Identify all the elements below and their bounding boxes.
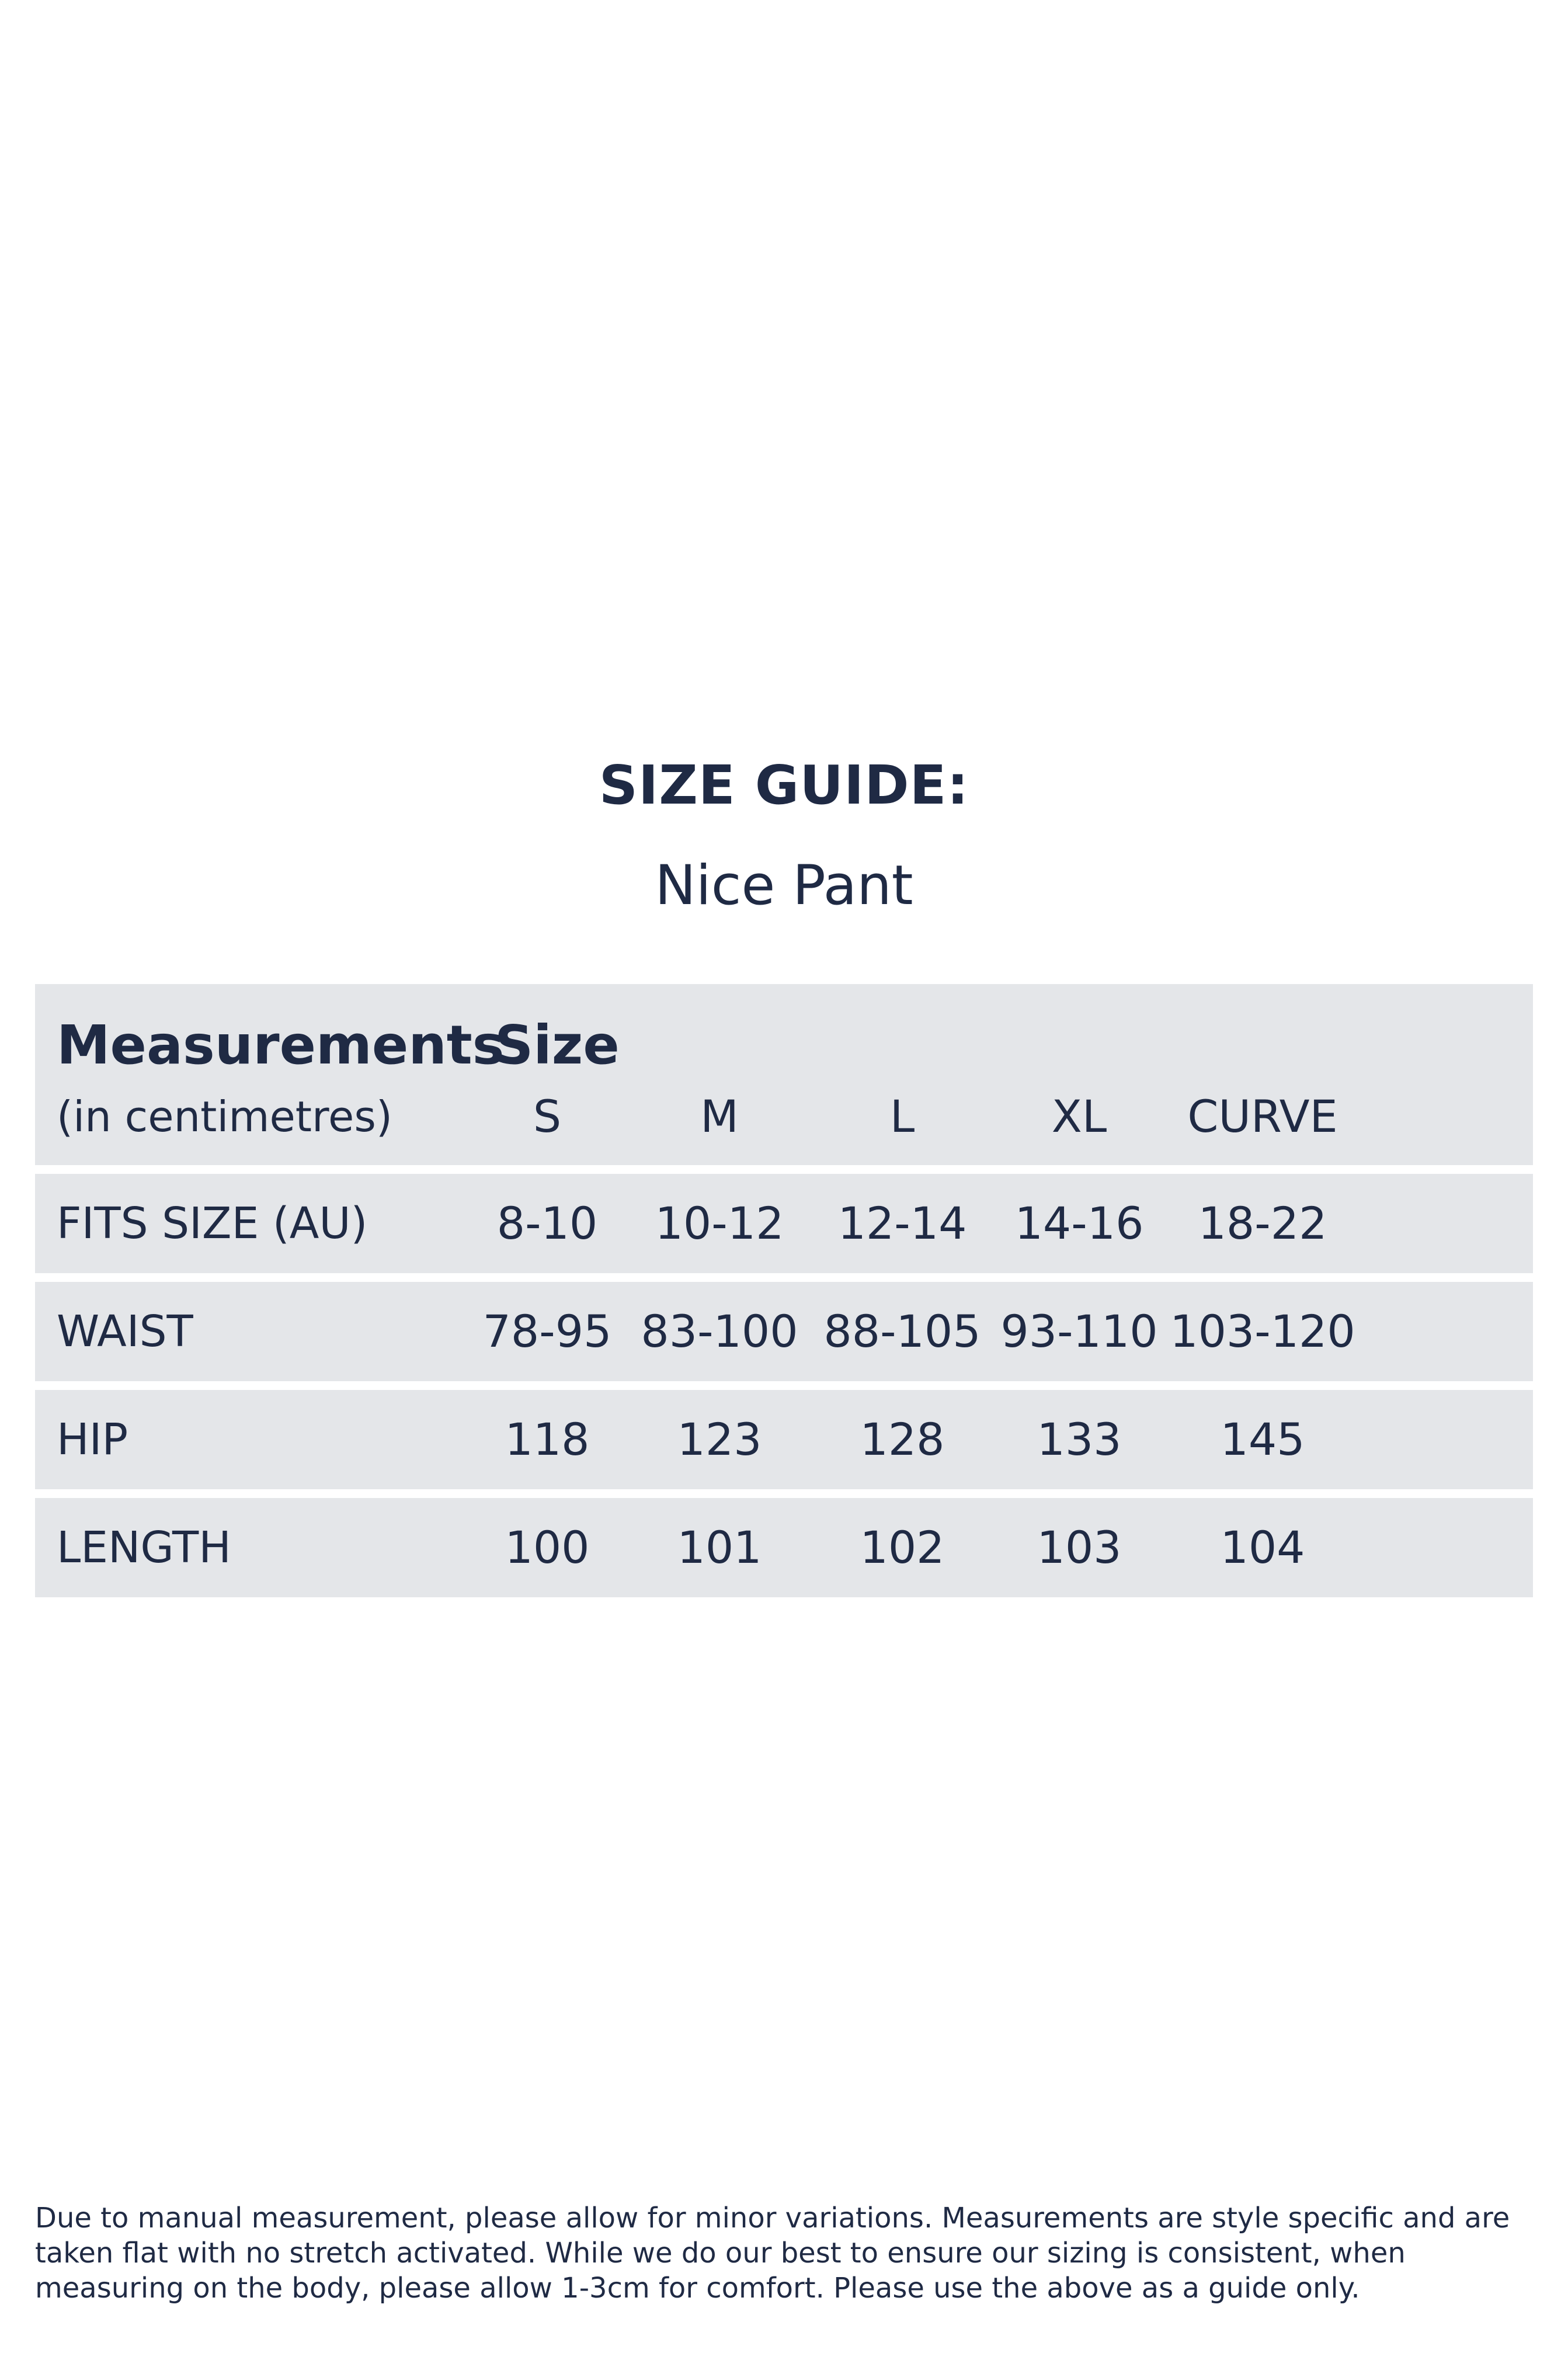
table-cell: 101 [677, 1521, 762, 1573]
size-column-l: L [889, 1090, 915, 1142]
units-note: (in centimetres) [57, 1092, 392, 1141]
table-cell: 100 [505, 1521, 590, 1573]
table-cell: 123 [677, 1413, 762, 1465]
table-cell: 18-22 [1198, 1197, 1327, 1249]
page-title: SIZE GUIDE: [599, 754, 969, 816]
row-label-waist: WAIST [57, 1306, 193, 1357]
table-cell: 8-10 [496, 1197, 598, 1249]
disclaimer-footnote: Due to manual measurement, please allow for minor variations. Measurements are style specific and are taken flat with no stretch activated. While we do our best to ensure our sizing is consistent, when measuring on the body, please allow 1-3cm for comfort. Please use the above as a guide only. [35, 2202, 1510, 2305]
table-cell: 128 [860, 1413, 945, 1465]
size-heading: Size [495, 1014, 620, 1076]
table-cell: 83-100 [641, 1305, 798, 1357]
table-cell: 93-110 [1000, 1305, 1158, 1357]
table-cell: 103-120 [1170, 1305, 1355, 1357]
size-column-curve: CURVE [1187, 1090, 1338, 1142]
table-cell: 12-14 [837, 1197, 967, 1249]
table-cell: 14-16 [1014, 1197, 1144, 1249]
table-cell: 103 [1037, 1521, 1122, 1573]
table-cell: 78-95 [482, 1305, 612, 1357]
row-label-fits-size: FITS SIZE (AU) [57, 1198, 368, 1249]
table-cell: 145 [1220, 1413, 1305, 1465]
table-cell: 133 [1037, 1413, 1122, 1465]
table-cell: 102 [860, 1521, 945, 1573]
table-cell: 10-12 [655, 1197, 784, 1249]
table-cell: 104 [1220, 1521, 1305, 1573]
table-cell: 88-105 [823, 1305, 981, 1357]
row-label-hip: HIP [57, 1414, 128, 1465]
measurements-heading: Measurements [57, 1014, 505, 1076]
row-label-length: LENGTH [57, 1523, 231, 1573]
table-cell: 118 [505, 1413, 590, 1465]
product-name: Nice Pant [655, 854, 913, 917]
size-column-s: S [533, 1090, 562, 1142]
size-column-xl: XL [1051, 1090, 1107, 1142]
size-column-m: M [700, 1090, 739, 1142]
